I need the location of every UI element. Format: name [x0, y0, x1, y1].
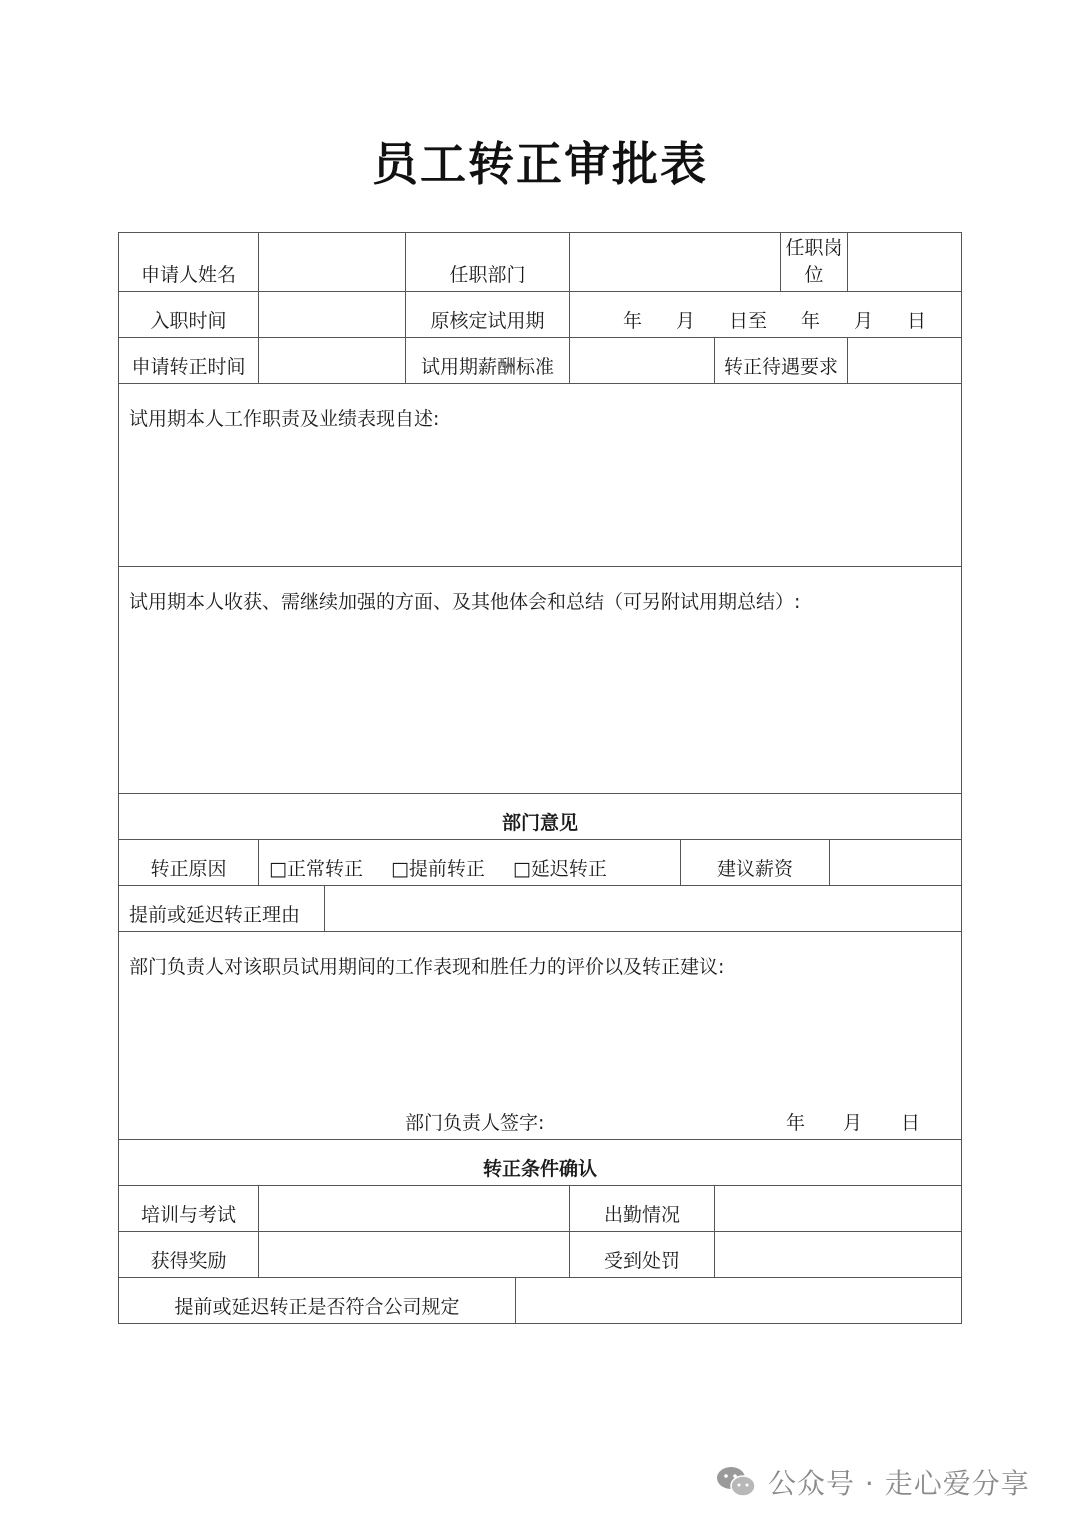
form-title: 员工转正审批表 — [372, 137, 708, 191]
footer-text: 公众号 · 走心爱分享 — [768, 1467, 1030, 1500]
trial-month-1: 月 — [676, 310, 696, 332]
option-normal-checkbox[interactable]: □正常转正 — [269, 858, 363, 880]
trial-month-2: 月 — [854, 310, 874, 332]
sign-month: 月 — [843, 1111, 863, 1134]
option-delay-checkbox[interactable]: □延迟转正 — [512, 858, 607, 880]
trial-day-2: 日 — [907, 310, 927, 332]
sign-day: 日 — [901, 1111, 921, 1134]
watermark-footer — [716, 1462, 1030, 1502]
trial-salary-field[interactable] — [570, 338, 715, 384]
approval-form — [118, 232, 962, 1324]
early-reason-field[interactable] — [325, 886, 962, 932]
penalty-field[interactable] — [715, 1232, 962, 1278]
department-field[interactable] — [570, 233, 781, 292]
applicant-name-field[interactable] — [259, 233, 406, 292]
reason-label: 转正原因 — [119, 840, 259, 886]
entry-date-label: 入职时间 — [119, 292, 259, 338]
suggest-salary-label: 建议薪资 — [681, 840, 830, 886]
compliance-field[interactable] — [516, 1278, 962, 1324]
sign-year: 年 — [786, 1111, 806, 1134]
self-summary-area[interactable] — [119, 567, 962, 794]
trial-salary-label: 试用期薪酬标准 — [406, 338, 570, 384]
training-field[interactable] — [259, 1186, 570, 1232]
self-review-label: 试用期本人工作职责及业绩表现自述: — [129, 408, 440, 430]
self-review-area[interactable] — [119, 384, 962, 567]
suggest-salary-field[interactable] — [830, 840, 962, 886]
compliance-label: 提前或延迟转正是否符合公司规定 — [119, 1278, 516, 1324]
trial-period-label: 原核定试用期 — [406, 292, 570, 338]
trial-year-1: 年 — [623, 310, 643, 332]
trial-period-field[interactable] — [570, 292, 962, 338]
position-field[interactable] — [848, 233, 962, 292]
department-label: 任职部门 — [406, 233, 570, 292]
self-summary-label: 试用期本人收获、需继续加强的方面、及其他体会和总结（可另附试用期总结）: — [129, 591, 801, 613]
treatment-field[interactable] — [848, 338, 962, 384]
attendance-label: 出勤情况 — [570, 1186, 715, 1232]
dept-opinion-heading: 部门意见 — [119, 794, 962, 840]
apply-date-label: 申请转正时间 — [119, 338, 259, 384]
reason-options — [259, 840, 681, 886]
wechat-icon — [716, 1465, 756, 1499]
apply-date-field[interactable] — [259, 338, 406, 384]
training-label: 培训与考试 — [119, 1186, 259, 1232]
treatment-label: 转正待遇要求 — [715, 338, 848, 384]
trial-year-2: 年 — [801, 310, 821, 332]
signature-label: 部门负责人签字: — [405, 1111, 545, 1134]
dept-eval-label: 部门负责人对该职员试用期间的工作表现和胜任力的评价以及转正建议: — [129, 956, 725, 978]
entry-date-field[interactable] — [259, 292, 406, 338]
awards-field[interactable] — [259, 1232, 570, 1278]
trial-day-to: 日至 — [729, 310, 768, 332]
applicant-name-label: 申请人姓名 — [119, 233, 259, 292]
penalty-label: 受到处罚 — [570, 1232, 715, 1278]
option-early-checkbox[interactable]: □提前转正 — [390, 858, 485, 880]
position-label: 任职岗位 — [781, 233, 848, 292]
awards-label: 获得奖励 — [119, 1232, 259, 1278]
attendance-field[interactable] — [715, 1186, 962, 1232]
dept-eval-area[interactable] — [119, 932, 962, 1140]
confirm-heading: 转正条件确认 — [119, 1140, 962, 1186]
early-reason-label: 提前或延迟转正理由 — [119, 886, 325, 932]
